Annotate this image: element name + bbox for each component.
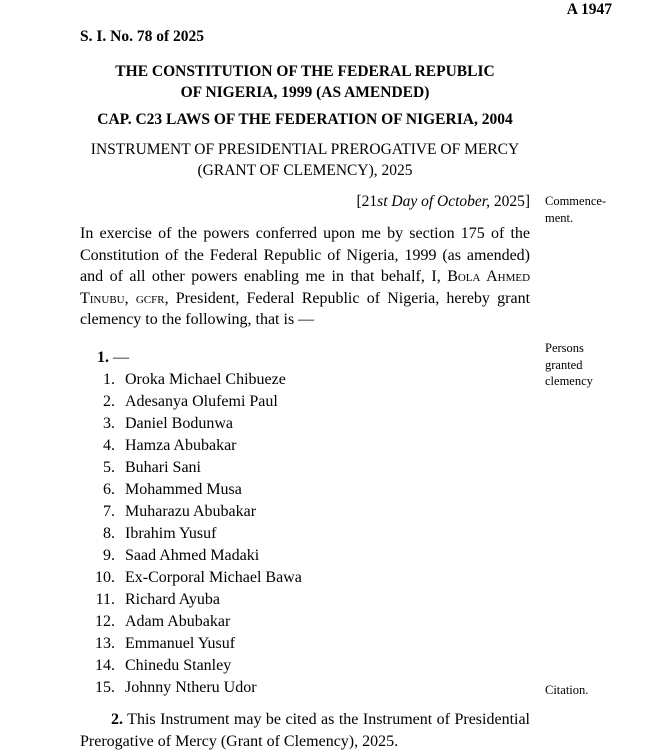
- list-item: [88, 457, 530, 479]
- person-number: 4.: [103, 436, 115, 454]
- list-item: [88, 633, 530, 655]
- margin-note-citation: Citation.: [545, 683, 589, 697]
- list-item: [88, 501, 530, 523]
- person-name: Muharazu Abubakar: [125, 502, 257, 520]
- list-item: [88, 523, 530, 545]
- person-name: Mohammed Musa: [125, 480, 242, 498]
- title-line-1: THE CONSTITUTION OF THE FEDERAL REPUBLIC: [115, 63, 495, 80]
- cap-heading: CAP. C23 LAWS OF THE FEDERATION OF NIGERIA, 2004: [97, 111, 513, 128]
- person-name: Ibrahim Yusuf: [125, 524, 217, 542]
- list-item: [88, 567, 530, 589]
- list-item: [88, 589, 530, 611]
- person-number: 1.: [103, 370, 115, 388]
- person-number: 9.: [103, 546, 115, 564]
- person-name: Adesanya Olufemi Paul: [125, 392, 278, 410]
- person-name: Oroka Michael Chibueze: [125, 370, 286, 388]
- person-name: Johnny Ntheru Udor: [125, 678, 257, 696]
- person-number: 10.: [95, 568, 115, 586]
- date-suffix: 2025]: [489, 193, 530, 210]
- section-2-paragraph: [80, 709, 530, 750]
- margin-note-persons: Persons granted clemency: [545, 341, 593, 388]
- person-number: 3.: [103, 414, 115, 432]
- preamble-text-3: President, Federal Republic of Nigeria, hereby grant clemency to the following, that is —: [80, 289, 531, 329]
- list-item: [88, 545, 530, 567]
- person-number: 6.: [103, 480, 115, 498]
- title-line-2: OF NIGERIA, 1999 (AS AMENDED): [180, 84, 430, 101]
- section-2-number: 2.: [111, 710, 123, 728]
- person-name: Richard Ayuba: [125, 590, 220, 608]
- page-number: A 1947: [566, 1, 612, 18]
- section-1-dash: —: [113, 348, 129, 366]
- person-name: Hamza Abubakar: [125, 436, 237, 454]
- document-title: [80, 61, 530, 103]
- list-item: [88, 479, 530, 501]
- person-number: 5.: [103, 458, 115, 476]
- margin-note-line: Commence-: [545, 194, 607, 208]
- person-number: 12.: [95, 612, 115, 630]
- date-prefix: [21: [356, 193, 378, 210]
- person-number: 14.: [95, 656, 115, 674]
- preamble-text-2: [129, 290, 136, 307]
- list-item: [88, 611, 530, 633]
- person-name: Chinedu Stanley: [125, 656, 232, 674]
- margin-note-commencement: [545, 193, 623, 226]
- person-name: Saad Ahmed Madaki: [125, 546, 260, 564]
- persons-list: [80, 369, 530, 699]
- list-item: [88, 655, 530, 677]
- margin-note-line: ment.: [545, 210, 574, 225]
- list-item: [88, 391, 530, 413]
- person-name: Emmanuel Yusuf: [125, 634, 236, 652]
- list-item: [88, 435, 530, 457]
- list-item: [88, 413, 530, 435]
- preamble-paragraph: [80, 223, 530, 331]
- person-number: 15.: [95, 678, 115, 696]
- person-name: Adam Abubakar: [125, 612, 231, 630]
- person-name: Buhari Sani: [125, 458, 201, 476]
- preamble-text-1: In exercise of the powers conferred upon me by section 175 of the Constitution of the Federal Republic of Nigeria, 1999 (as amended) and of all other powers enabling me in that behalf, I,: [80, 225, 530, 286]
- person-number: 7.: [103, 502, 115, 520]
- instrument-heading: [80, 139, 530, 181]
- person-name: Ex-Corporal Michael Bawa: [125, 568, 302, 586]
- section-2-text: This Instrument may be cited as the Instrument of Presidential Prerogative of Mercy (Grant of Clemency), 2025.: [80, 710, 530, 750]
- person-number: 8.: [103, 524, 115, 542]
- list-item: [88, 369, 530, 391]
- honorific-gcfr: gcfr,: [135, 289, 169, 307]
- person-number: 11.: [95, 590, 115, 608]
- commencement-date: [80, 193, 530, 211]
- person-number: 13.: [95, 634, 115, 652]
- instrument-line-2: (GRANT OF CLEMENCY), 2025: [197, 162, 413, 179]
- person-number: 2.: [103, 392, 115, 410]
- list-item: [88, 677, 530, 699]
- document-body: [80, 0, 530, 750]
- president-name: Bola Ahmed Tinubu,: [80, 268, 531, 307]
- section-1-heading: [80, 347, 530, 369]
- si-number: S. I. No. 78 of 2025: [80, 28, 205, 45]
- instrument-line-1: INSTRUMENT OF PRESIDENTIAL PREROGATIVE OF MERCY: [90, 141, 520, 158]
- section-1-number: 1.: [97, 348, 109, 366]
- date-italic-part: st Day of October,: [377, 193, 490, 210]
- person-name: Daniel Bodunwa: [125, 414, 233, 432]
